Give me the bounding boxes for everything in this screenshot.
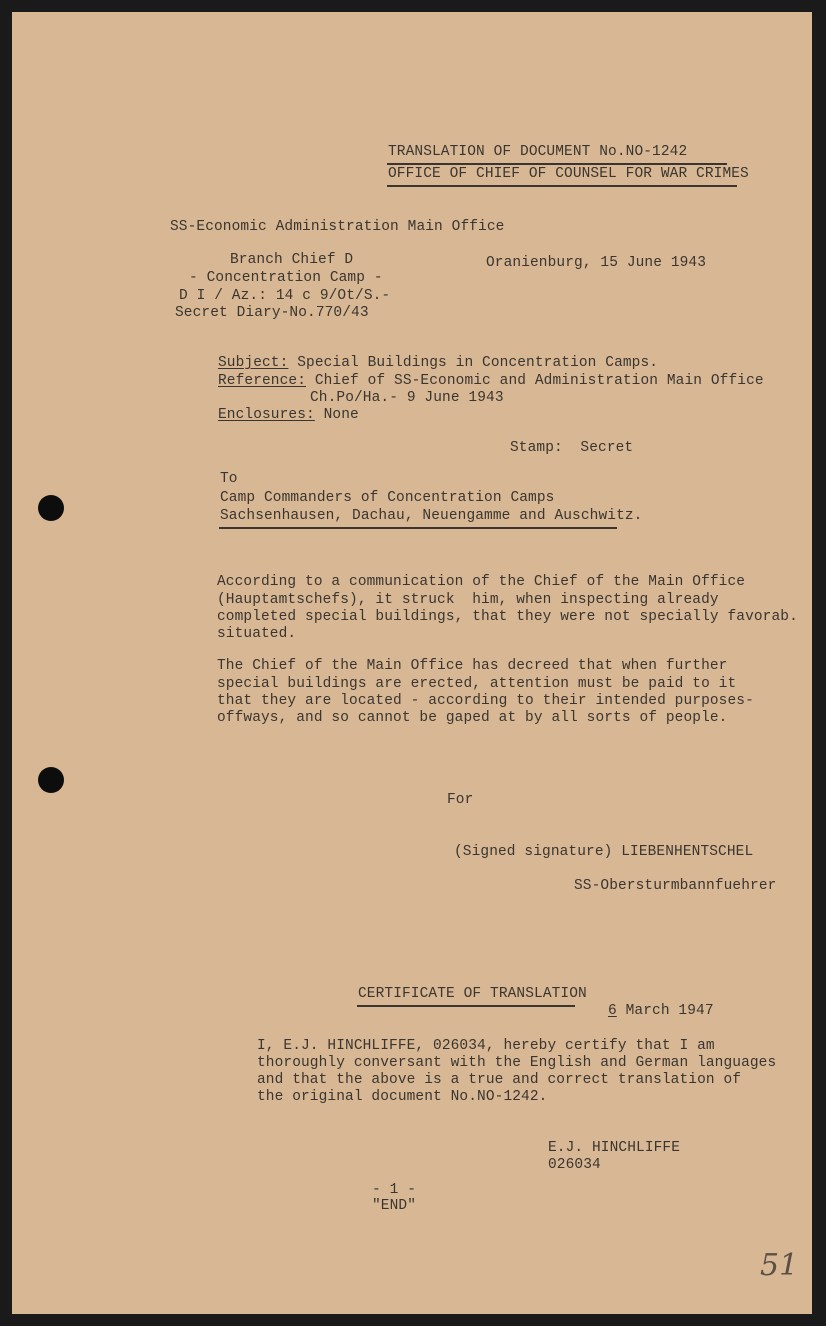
end-marker: "END" (372, 1198, 417, 1214)
closing-signed: (Signed signature) LIEBENHENTSCHEL (454, 844, 754, 860)
header-title: TRANSLATION OF DOCUMENT No.NO-1242 (388, 144, 688, 160)
reference-line (218, 373, 764, 390)
body-p1-line2: (Hauptamtschefs), it struck him, when inspecting already (217, 592, 719, 608)
closing-for: For (447, 792, 474, 808)
sender-ref: D I / Az.: 14 c 9/Ot/S.- (179, 288, 391, 304)
reference-label: Reference: (218, 373, 307, 389)
reference-cont: Ch.Po/Ha.- 9 June 1943 (310, 390, 504, 406)
subject-line (218, 355, 658, 372)
recipient-to: To (220, 471, 238, 487)
enclosures-line (218, 407, 359, 424)
body-p1-line4: situated. (217, 626, 297, 642)
punch-hole-bottom (38, 767, 64, 793)
enclosures-text: None (314, 407, 359, 423)
page-number: - 1 - (372, 1182, 417, 1198)
certificate-date (608, 1003, 714, 1020)
body-p2-line3: that they are located - according to their intended purposes- (217, 693, 754, 709)
sender-camp: - Concentration Camp - (189, 270, 383, 286)
punch-hole-top (38, 495, 64, 521)
reference-text: Chief of SS-Economic and Administration Main Office (306, 373, 764, 389)
body-p2-line4: offways, and so cannot be gaped at by all sorts of people. (217, 710, 728, 726)
recipient-line2: Sachsenhausen, Dachau, Neuengamme and Auschwitz. (220, 508, 643, 524)
stamp-text: Stamp: Secret (510, 440, 634, 456)
sender-office: SS-Economic Administration Main Office (170, 219, 505, 235)
header-underline-2 (387, 185, 737, 187)
sender-branch: Branch Chief D (230, 252, 354, 268)
folio-number: 51 (760, 1248, 799, 1283)
body-p1-line3: completed special buildings, that they were not specially favorab. (217, 609, 798, 625)
header-office: OFFICE OF CHIEF OF COUNSEL FOR WAR CRIMES (388, 166, 749, 182)
certificate-line2: thoroughly conversant with the English and German languages (257, 1055, 777, 1071)
body-p2-line2: special buildings are erected, attention must be paid to it (217, 676, 737, 692)
enclosures-label: Enclosures: (218, 407, 315, 423)
certificate-line1: I, E.J. HINCHLIFFE, 026034, hereby certify that I am (257, 1038, 715, 1054)
certificate-line3: and that the above is a true and correct translation of (257, 1072, 742, 1088)
closing-rank: SS-Obersturmbannfuehrer (574, 878, 777, 894)
place-date: Oranienburg, 15 June 1943 (486, 255, 707, 271)
certificate-line4: the original document No.NO-1242. (257, 1089, 548, 1105)
body-p2-line1: The Chief of the Main Office has decreed that when further (217, 658, 728, 674)
recipient-underline (219, 527, 617, 529)
body-p1-line1: According to a communication of the Chief of the Main Office (217, 574, 746, 590)
subject-label: Subject: (218, 355, 289, 371)
sender-diary: Secret Diary-No.770/43 (175, 305, 369, 321)
recipient-line1: Camp Commanders of Concentration Camps (220, 490, 555, 506)
certificate-date-day: 6 (608, 1003, 617, 1019)
certificate-title: CERTIFICATE OF TRANSLATION (358, 986, 587, 1002)
header-underline-1 (387, 163, 727, 165)
certificate-underline (357, 1005, 575, 1007)
subject-text: Special Buildings in Concentration Camps. (288, 355, 659, 371)
certificate-number: 026034 (548, 1157, 601, 1173)
document-page (12, 12, 812, 1314)
certificate-date-rest: March 1947 (616, 1003, 714, 1019)
certificate-name: E.J. HINCHLIFFE (548, 1140, 681, 1156)
